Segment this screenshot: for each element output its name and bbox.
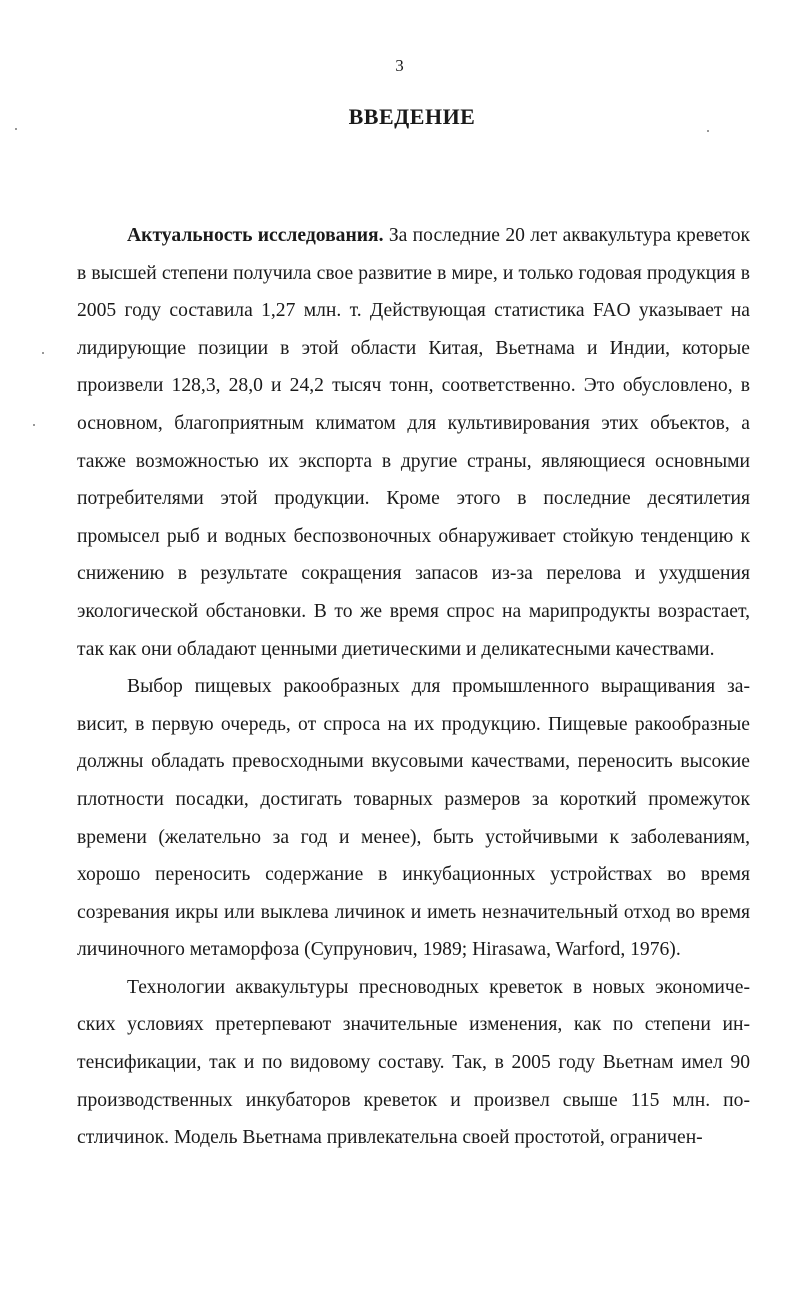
paragraph-text: За последние 20 лет аквакультура креветок в высшей степени получила свое развитие в мире, и только годовая продукция в 2005 году составила 1,27 млн. т. Действующая статистика FAO указывает на лидирующие позиции в этой области Китая, Вьетнама и Индии, которые произвели 128,3, 28,0 и 24,2 тысяч тонн, соответственно. Это обусловлено, в основном, благоприятным климатом для культивирования этих объектов, а также возможностью их экспорта в другие страны, являющиеся основными потребителями этой продукции. Кроме этого в последние десятилетия промысел рыб и водных беспозвоночных обнаруживает стойкую тенденцию к снижению в результате сокращения запасов из-за перелова и ухудшения экологической обстановки. В то же время спрос на марипродукты возрастает, так как они обладают ценными диетическими и деликатесными качествами. <box>77 225 751 660</box>
scan-speck <box>15 128 17 130</box>
paragraph-technologies <box>77 969 750 1157</box>
paragraph-crustacean-selection <box>77 668 750 969</box>
body-text <box>77 217 750 1157</box>
scan-speck <box>33 424 35 426</box>
paragraph-lead: Актуальность исследования. <box>127 225 384 246</box>
page-number: 3 <box>395 56 404 75</box>
paragraph-text: Выбор пищевых ракообразных для промышленного выращивания зависит, в первую очередь, от спроса на их продукцию. Пищевые ракообразные должны обладать превосходными вкусовыми качествами, переносить высокие плотности посадки, достигать товарных размеров за короткий промежуток времени (желательно за год и менее), быть устойчивыми к заболеваниям, хорошо переносить содержание в инкубационных устройствах во время созревания икры или выклева личинок и иметь незначительный отход во время личиночного метаморфоза (Супрунович, 1989; Hirasawa, Warford, 1976). <box>77 676 750 961</box>
paragraph-relevance <box>77 217 750 668</box>
paragraph-text: Технологии аквакультуры пресноводных креветок в новых экономических условиях претерпевают значительные изменения, как по степени интенсификации, так и по видовому составу. Так, в 2005 году Вьетнам имел 90 производственных инкубаторов креветок и произвел свыше 115 млн. постличинок. Модель Вьетнама привлекательна своей простотой, ограничен- <box>77 976 750 1149</box>
scan-speck <box>42 352 44 354</box>
scan-speck <box>707 130 709 132</box>
section-heading: ВВЕДЕНИЕ <box>348 104 476 129</box>
